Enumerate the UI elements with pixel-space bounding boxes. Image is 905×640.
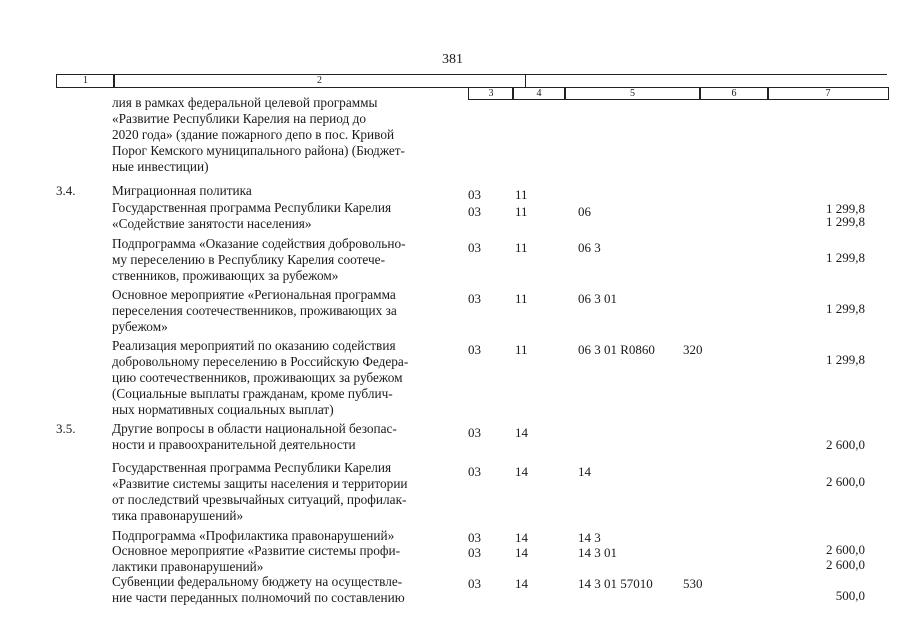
- header-col-5: 5: [564, 87, 701, 100]
- description-line: лия в рамках федеральной целевой программы: [112, 95, 378, 110]
- header-col-1: 1: [56, 75, 115, 88]
- description-line: добровольному переселению в Российскую Федера-: [112, 354, 409, 369]
- description-line: ности и правоохранительной деятельности: [112, 437, 356, 452]
- cell-c3: 03: [468, 204, 481, 219]
- cell-c3: 03: [468, 425, 481, 440]
- cell-c5: 06 3: [578, 240, 601, 255]
- cell-amount: 1 299,8: [826, 250, 865, 265]
- description-line: Основное мероприятие «Региональная программа: [112, 287, 396, 302]
- header-col-7: 7: [767, 87, 889, 100]
- row-description: [112, 460, 452, 524]
- cell-c3: 03: [468, 240, 481, 255]
- description-line: 2020 года» (здание пожарного депо в пос. Кривой: [112, 127, 395, 142]
- description-line: от последствий чрезвычайных ситуаций, профилак-: [112, 492, 407, 507]
- cell-c4: 11: [515, 204, 528, 219]
- description-line: Реализация мероприятий по оказанию содействия: [112, 338, 396, 353]
- cell-c3: 03: [468, 342, 481, 357]
- cell-c3: 03: [468, 291, 481, 306]
- cell-c4: 11: [515, 187, 528, 202]
- page-number: 381: [442, 52, 463, 67]
- cell-amount: 2 600,0: [826, 557, 865, 572]
- row-description: [112, 421, 452, 453]
- header-col-2: 2: [113, 75, 526, 88]
- header-col-3: 3: [468, 87, 514, 100]
- description-line: «Развитие Республики Карелия на период до: [112, 111, 367, 126]
- cell-c5: 06 3 01 R0860: [578, 342, 655, 357]
- description-line: Государственная программа Республики Карелия: [112, 200, 392, 215]
- cell-c4: 11: [515, 342, 528, 357]
- cell-c5: 06: [578, 204, 591, 219]
- cell-c4: 14: [515, 576, 528, 591]
- cell-amount: 1 299,8: [826, 214, 865, 229]
- cell-c3: 03: [468, 545, 481, 560]
- description-line: «Содействие занятости населения»: [112, 216, 312, 231]
- description-line: му переселению в Республику Карелия соотече-: [112, 252, 386, 267]
- cell-amount: 2 600,0: [826, 542, 865, 557]
- cell-c4: 14: [515, 464, 528, 479]
- cell-c5: 14 3 01: [578, 545, 617, 560]
- description-line: Субвенции федеральному бюджету на осуществле-: [112, 574, 403, 589]
- cell-c4: 14: [515, 425, 528, 440]
- cell-c5: 14 3: [578, 530, 601, 545]
- description-line: Миграционная политика: [112, 183, 252, 198]
- row-description: [112, 183, 452, 199]
- cell-c3: 03: [468, 187, 481, 202]
- cell-c4: 11: [515, 240, 528, 255]
- cell-amount: 1 299,8: [826, 201, 865, 216]
- row-description: [112, 200, 452, 232]
- description-line: ные инвестиции): [112, 159, 209, 174]
- row-description: [112, 287, 452, 335]
- row-description: [112, 543, 452, 575]
- description-line: лактики правонарушений»: [112, 559, 264, 574]
- description-line: переселения соотечественников, проживающих за: [112, 303, 397, 318]
- cell-amount: 500,0: [835, 588, 865, 603]
- cell-c6: 530: [683, 576, 703, 591]
- description-line: ных нормативных социальных выплат): [112, 402, 334, 417]
- description-line: (Социальные выплаты гражданам, кроме публич-: [112, 386, 393, 401]
- description-line: Порог Кемского муниципального района) (Бюджет-: [112, 143, 405, 158]
- description-line: тика правонарушений»: [112, 508, 244, 523]
- cell-c4: 14: [515, 545, 528, 560]
- cell-c5: 06 3 01: [578, 291, 617, 306]
- description-line: ственников, проживающих за рубежом»: [112, 268, 339, 283]
- description-line: Другие вопросы в области национальной безопас-: [112, 421, 397, 436]
- description-line: Подпрограмма «Профилактика правонарушений»: [112, 528, 395, 543]
- description-line: Подпрограмма «Оказание содействия добровольно-: [112, 236, 406, 251]
- header-col-4: 4: [512, 87, 566, 100]
- cell-c5: 14: [578, 464, 591, 479]
- cell-amount: 2 600,0: [826, 474, 865, 489]
- cell-c3: 03: [468, 576, 481, 591]
- header-col-6: 6: [699, 87, 769, 100]
- description-line: рубежом»: [112, 319, 168, 334]
- description-line: Основное мероприятие «Развитие системы профи-: [112, 543, 401, 558]
- description-line: цию соотечественников, проживающих за рубежом: [112, 370, 403, 385]
- cell-amount: 2 600,0: [826, 437, 865, 452]
- cell-amount: 1 299,8: [826, 352, 865, 367]
- description-line: «Развитие системы защиты населения и территории: [112, 476, 408, 491]
- description-line: Государственная программа Республики Карелия: [112, 460, 392, 475]
- row-number: 3.4.: [56, 183, 76, 198]
- row-description: [112, 236, 452, 284]
- description-line: ние части переданных полномочий по составлению: [112, 590, 405, 605]
- cell-c4: 14: [515, 530, 528, 545]
- row-description: [112, 95, 452, 175]
- cell-c3: 03: [468, 464, 481, 479]
- cell-c6: 320: [683, 342, 703, 357]
- row-description: [112, 528, 452, 544]
- row-description: [112, 574, 452, 606]
- cell-amount: 1 299,8: [826, 301, 865, 316]
- row-number: 3.5.: [56, 421, 76, 436]
- cell-c5: 14 3 01 57010: [578, 576, 653, 591]
- row-description: [112, 338, 452, 418]
- cell-c4: 11: [515, 291, 528, 306]
- cell-c3: 03: [468, 530, 481, 545]
